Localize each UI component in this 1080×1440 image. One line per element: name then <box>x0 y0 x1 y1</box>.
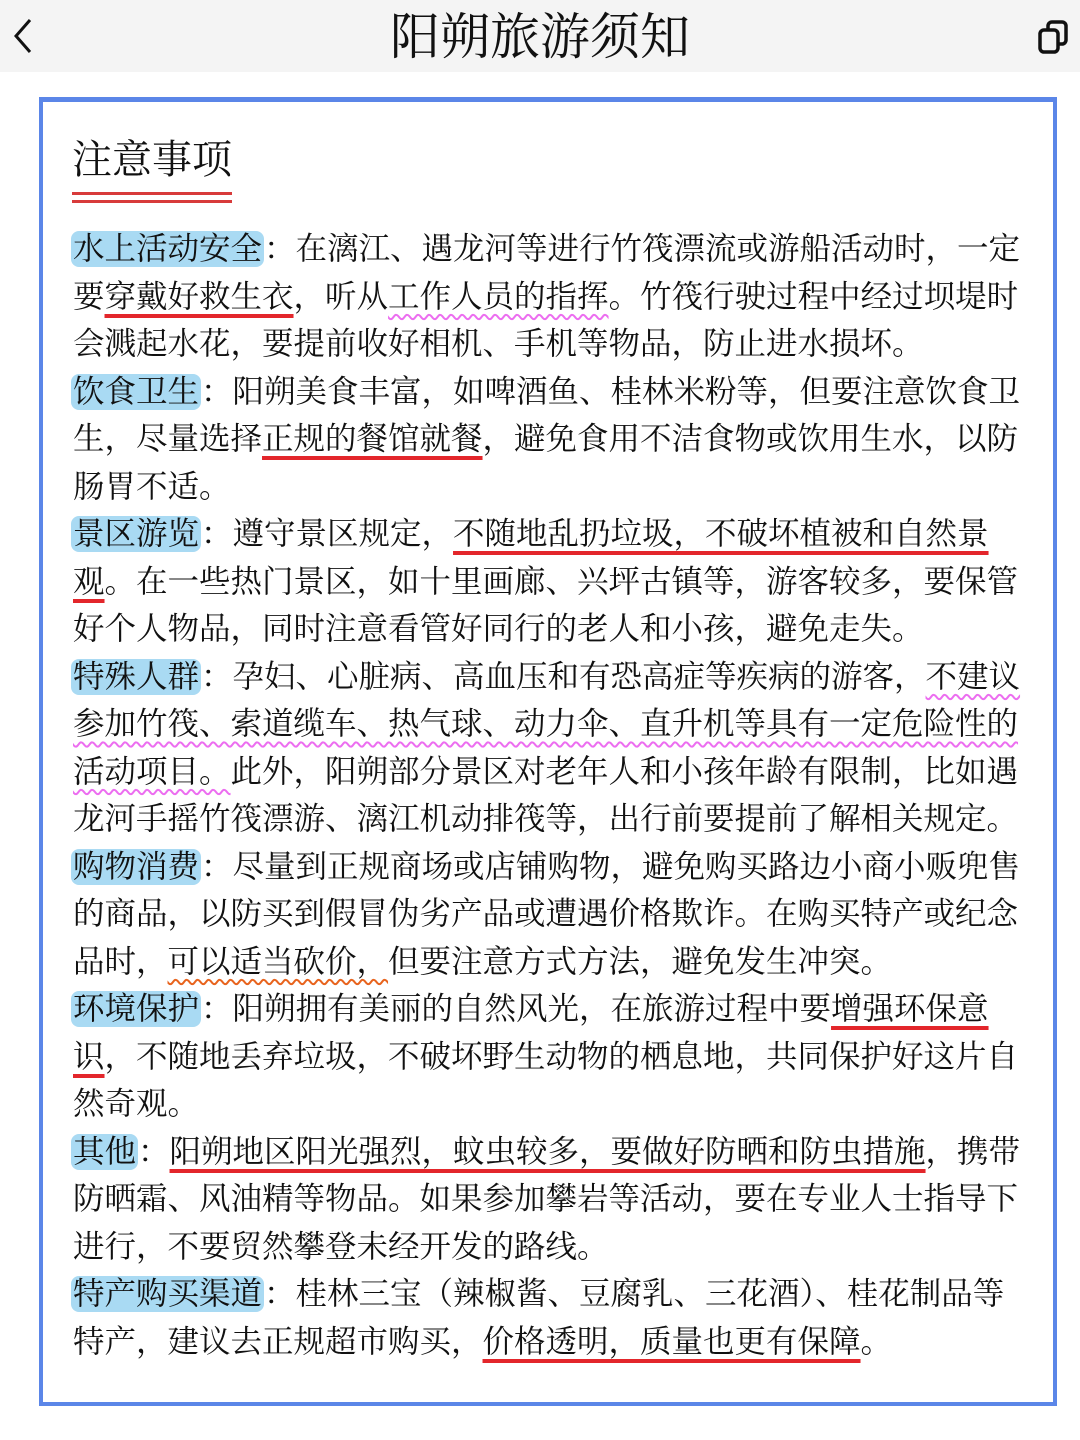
body-text: ： <box>138 1133 170 1170</box>
topic-label: 其他 <box>73 1133 137 1170</box>
body-text: 但要注意方式方法，避免发生冲突。 <box>388 943 893 980</box>
notice-paragraph <box>73 844 1025 987</box>
section-heading: 注意事项 <box>72 134 232 195</box>
emphasized-text: 增强环保意识 <box>73 991 989 1075</box>
body-text: ，听从 <box>293 278 389 315</box>
emphasized-text: 穿戴好救生衣 <box>104 278 294 315</box>
topic-label: 饮食卫生 <box>73 373 200 410</box>
notice-paragraph <box>73 654 1025 844</box>
notice-paragraph <box>73 511 1025 654</box>
notice-paragraph <box>73 226 1025 369</box>
body-text: ，携带防晒霜、风油精等物品。如果参加攀岩等活动，要在专业人士指导下进行，不要贸然攀登未经开发的路线。 <box>73 1133 1021 1265</box>
body-text: ：在漓江、遇龙河等进行竹筏漂流或游船活动时，一定要 <box>73 231 1021 315</box>
emphasized-text: 正规的餐馆就餐 <box>262 421 483 457</box>
emphasized-text: 阳朔地区阳光强烈，蚊虫较多，要做好防晒和防虫措施 <box>169 1133 926 1170</box>
body-text: ：孕妇、心脏病、高血压和有恐高症等疾病的游客， <box>201 658 926 695</box>
body-text: 。竹筏行驶过程中经过坝堤时会溅起水花，要提前收好相机、手机等物品，防止进水损坏。 <box>73 278 1019 362</box>
body-text: ，不随地丢弃垃圾，不破坏野生动物的栖息地，共同保护好这片自然奇观。 <box>73 1038 1019 1122</box>
body-text: ：尽量到正规商场或店铺购物，避免购买路边小商小贩兜售的商品，以防买到假冒伪劣产品或遭遇价格欺诈。在购买特产或纪念品时， <box>73 848 1021 980</box>
topic-label: 购物消费 <box>73 848 200 885</box>
body-text: 。在一些热门景区，如十里画廊、兴坪古镇等，游客较多，要保管好个人物品，同时注意看管好同行的老人和小孩，避免走失。 <box>73 563 1019 647</box>
topic-label: 特殊人群 <box>73 658 200 695</box>
notice-paragraph <box>73 369 1025 512</box>
topic-label: 水上活动安全 <box>73 231 263 267</box>
notice-paragraph <box>73 1129 1025 1272</box>
notice-paragraph <box>73 986 1025 1129</box>
copy-button[interactable] <box>1036 18 1072 56</box>
page-title: 阳朔旅游须知 <box>390 8 690 66</box>
emphasized-text: 价格透明，质量也更有保障 <box>482 1323 861 1360</box>
notice-paragraph <box>73 1271 1025 1366</box>
notice-content <box>73 226 1025 1366</box>
topic-label: 环境保护 <box>73 991 200 1027</box>
copy-icon <box>1036 18 1072 56</box>
body-text: ，避免食用不洁食物或饮用生水，以防肠胃不适。 <box>73 421 1019 505</box>
emphasized-text: 可以适当砍价， <box>167 943 389 980</box>
emphasized-text: 工作人员的指挥 <box>388 278 609 315</box>
body-text: ：桂林三宝（辣椒酱、豆腐乳、三花酒）、桂花制品等特产，建议去正规超市购买， <box>73 1276 1005 1360</box>
emphasized-text: 不建议参加竹筏、索道缆车、热气球、动力伞、直升机等具有一定危险性的活动项目。 <box>73 658 1021 790</box>
body-text: ：阳朔拥有美丽的自然风光，在旅游过程中要 <box>201 991 832 1027</box>
emphasized-text: 不随地乱扔垃圾，不破坏植被和自然景观 <box>73 516 989 600</box>
topic-label: 特产购买渠道 <box>73 1276 263 1312</box>
topic-label: 景区游览 <box>73 516 200 552</box>
body-text: ：遵守景区规定， <box>201 516 454 552</box>
body-text: 此外，阳朔部分景区对老年人和小孩年龄有限制，比如遇龙河手摇竹筏漂游、漓江机动排筏等，出行前要提前了解相关规定。 <box>73 753 1019 837</box>
body-text: ：阳朔美食丰富，如啤酒鱼、桂林米粉等，但要注意饮食卫生，尽量选择 <box>73 373 1021 457</box>
body-text: 。 <box>860 1323 893 1360</box>
top-bar <box>0 0 1080 72</box>
